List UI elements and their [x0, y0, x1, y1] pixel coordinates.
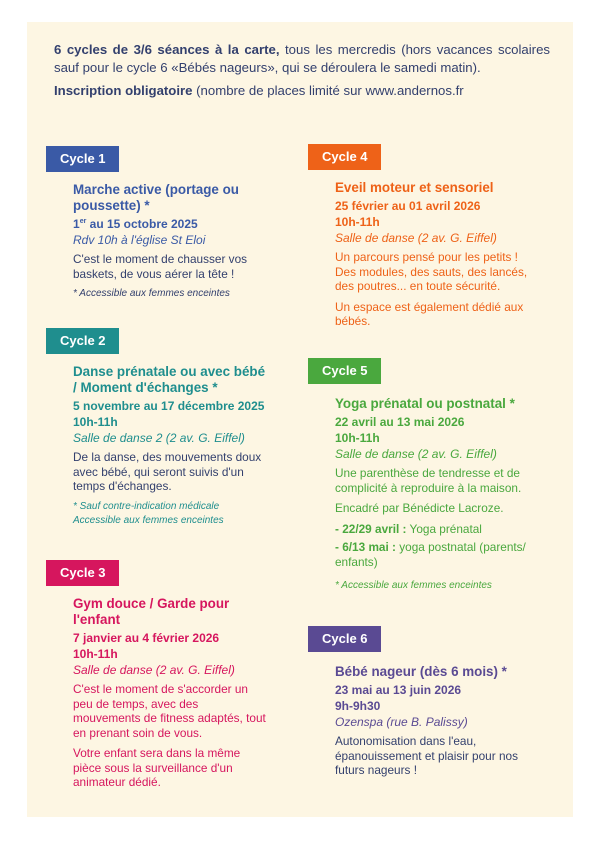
- cycle-4-description-1: Un parcours pensé pour les petits ! Des modules, des sauts, des lancés, des poutres... en toute sécurité.: [335, 250, 528, 293]
- cycle-2-section: [51, 328, 267, 528]
- cycle-2-place: Salle de danse 2 (2 av. G. Eiffel): [73, 431, 245, 445]
- cycle-4-content: [313, 180, 529, 329]
- cycle-1-section: [51, 146, 267, 301]
- cycle-4-place: Salle de danse (2 av. G. Eiffel): [335, 231, 497, 245]
- cycle-5-item-1-rest: Yoga prénatal: [406, 521, 482, 536]
- cycle-3-section: [51, 560, 267, 796]
- cycle-4-dates: 25 février au 01 avril 2026: [335, 199, 481, 213]
- intro-paragraph-1: [54, 41, 550, 76]
- cycle-1-note: * Accessible aux femmes enceintes: [73, 288, 230, 299]
- cycle-6-content: [313, 664, 529, 778]
- cycle-6-place: Ozenspa (rue B. Palissy): [335, 715, 468, 729]
- cycle-2-note-1: * Sauf contre-indication médicale: [73, 500, 220, 512]
- cycle-3-dates: 7 janvier au 4 février 2026: [73, 631, 220, 645]
- cycle-4-time: 10h-11h: [335, 215, 380, 229]
- cycle-5-item-2-bold: - 6/13 mai :: [335, 540, 396, 554]
- cycle-2-content: [51, 364, 267, 528]
- cycle-6-badge: Cycle 6: [308, 626, 381, 652]
- cycle-3-title: Gym douce / Garde pour l'enfant: [73, 596, 230, 627]
- cycle-5-title: Yoga prénatal ou postnatal *: [335, 396, 515, 411]
- cycle-5-item-2-rest: yoga postnatal (parents/ enfants): [335, 540, 526, 569]
- intro-rest-2: (nombre de places limité sur www.andernos.fr: [192, 83, 464, 98]
- cycle-5-time: 10h-11h: [335, 431, 380, 445]
- cycle-5-section: [313, 358, 529, 593]
- intro-bold-1: 6 cycles de 3/6 séances à la carte,: [54, 42, 280, 57]
- cycle-1-dates-sup: er: [79, 218, 87, 225]
- cycle-5-place: Salle de danse (2 av. G. Eiffel): [335, 447, 497, 461]
- cycle-6-time: 9h-9h30: [335, 699, 381, 713]
- cycle-2-title: Danse prénatale ou avec bébé / Moment d'échanges *: [73, 364, 266, 395]
- cycle-6-section: [313, 626, 529, 784]
- cycle-2-description: De la danse, des mouvements doux avec bébé, qui seront suivis d'un temps d'échanges.: [73, 450, 262, 493]
- cycle-3-description-2: Votre enfant sera dans la même pièce sous la surveillance d'un animateur dédié.: [73, 746, 241, 789]
- cycle-1-dates: [73, 216, 267, 232]
- cycle-5-item-1-bold: - 22/29 avril :: [335, 521, 407, 536]
- cycle-3-content: [51, 596, 267, 790]
- cycle-1-dates-rest: au 15 octobre 2025: [86, 217, 198, 231]
- intro-rest-1: tous les mercredis (hors vacances scolaires sauf pour le cycle 6 «Bébés nageurs», qui se déroulera le samedi matin).: [54, 42, 551, 75]
- cycle-2-note-2: Accessible aux femmes enceintes: [73, 514, 224, 526]
- intro-paragraph-2: [54, 82, 550, 100]
- cycle-4-title: Eveil moteur et sensoriel: [335, 180, 494, 195]
- intro-text: [54, 41, 550, 106]
- cycle-5-item-1: [335, 522, 529, 537]
- cycle-4-badge: Cycle 4: [308, 144, 381, 170]
- cycle-2-badge: Cycle 2: [46, 328, 119, 354]
- cycle-1-badge: Cycle 1: [46, 146, 119, 172]
- cycle-1-dates-day: 1: [73, 217, 80, 231]
- cycle-2-time: 10h-11h: [73, 415, 118, 429]
- cycle-4-description-2: Un espace est également dédié aux bébés.: [335, 299, 524, 328]
- cycle-5-content: [313, 396, 529, 593]
- cycle-5-note: * Accessible aux femmes enceintes: [335, 580, 492, 591]
- cycle-2-dates: 5 novembre au 17 décembre 2025: [73, 399, 265, 413]
- cycle-1-title: Marche active (portage ou poussette) *: [73, 182, 239, 213]
- cycle-3-time: 10h-11h: [73, 647, 118, 661]
- cycle-5-item-2: [335, 540, 529, 569]
- cycle-6-description: Autonomisation dans l'eau, épanouissement et plaisir pour nos futurs nageurs !: [335, 734, 518, 777]
- cycle-4-section: [313, 144, 529, 335]
- cycle-6-title: Bébé nageur (dès 6 mois) *: [335, 664, 507, 679]
- cycle-6-dates: 23 mai au 13 juin 2026: [335, 683, 462, 697]
- cycle-3-description-1: C'est le moment de s'accorder un peu de temps, avec des mouvements de fitness adaptés, tout en prenant soin de vous.: [73, 682, 266, 740]
- cycle-5-badge: Cycle 5: [308, 358, 381, 384]
- cycle-5-description-1: Une parenthèse de tendresse et de complicité à reproduire à la maison.: [335, 466, 522, 495]
- cycle-3-place: Salle de danse (2 av. G. Eiffel): [73, 663, 235, 677]
- cycle-3-badge: Cycle 3: [46, 560, 119, 586]
- cycle-5-dates: 22 avril au 13 mai 2026: [335, 415, 465, 429]
- cycle-1-content: [51, 182, 267, 301]
- intro-bold-2: Inscription obligatoire: [54, 83, 193, 98]
- cycle-1-description: C'est le moment de chausser vos baskets, de vous aérer la tête !: [73, 252, 248, 281]
- cycle-1-place: Rdv 10h à l'église St Eloi: [73, 233, 206, 247]
- cycle-5-description-2: Encadré par Bénédicte Lacroze.: [335, 501, 504, 515]
